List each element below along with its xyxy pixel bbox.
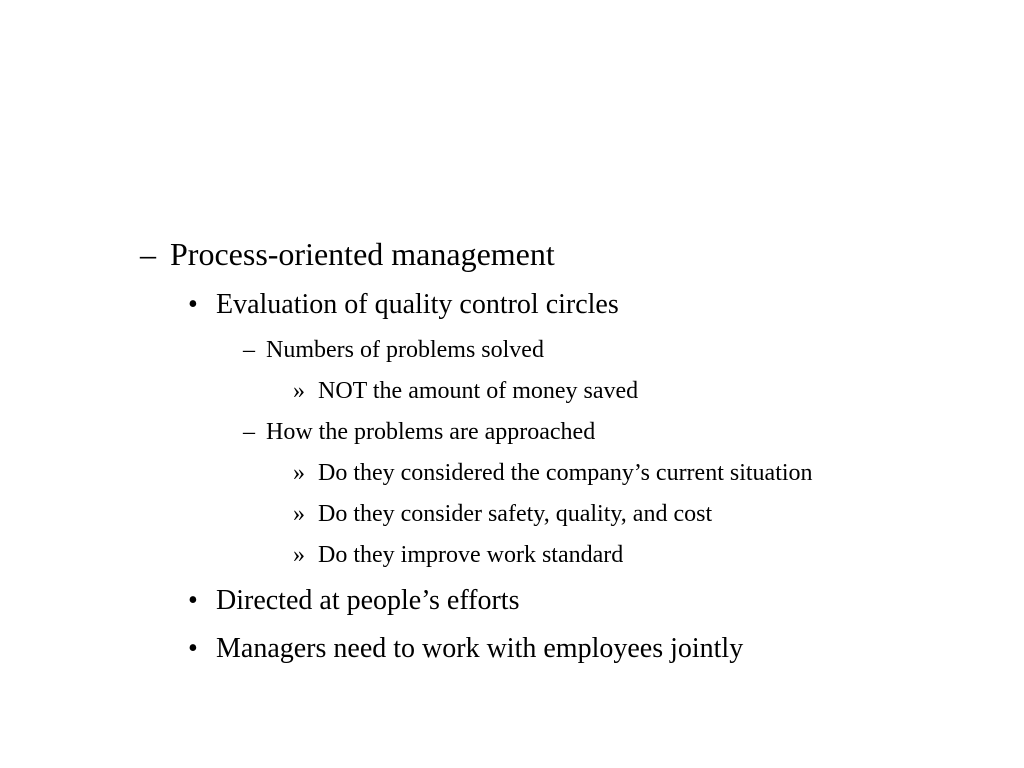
- dash-bullet-icon: –: [140, 236, 156, 272]
- double-chevron-bullet-icon: »: [293, 542, 305, 568]
- bullet-level4-text: Do they considered the company’s current situation: [318, 460, 813, 486]
- double-chevron-bullet-icon: »: [293, 460, 305, 486]
- double-chevron-bullet-icon: »: [293, 501, 305, 527]
- dot-bullet-icon: •: [188, 289, 198, 320]
- bullet-level2-text: Managers need to work with employees jointly: [216, 633, 744, 664]
- bullet-level4-text: NOT the amount of money saved: [318, 378, 639, 404]
- dot-bullet-icon: •: [188, 585, 198, 616]
- bullet-level1-text: Process-oriented management: [170, 236, 555, 272]
- double-chevron-bullet-icon: »: [293, 378, 305, 404]
- bullet-level2-text: Evaluation of quality control circles: [216, 289, 619, 320]
- dash-bullet-icon: –: [243, 419, 255, 445]
- dot-bullet-icon: •: [188, 633, 198, 664]
- bullet-level3-text: How the problems are approached: [266, 419, 596, 445]
- bullet-level2-text: Directed at people’s efforts: [216, 585, 520, 616]
- dash-bullet-icon: –: [243, 337, 255, 363]
- bullet-level3-text: Numbers of problems solved: [266, 337, 544, 363]
- bullet-level4-text: Do they consider safety, quality, and cost: [318, 501, 713, 527]
- bullet-level4-text: Do they improve work standard: [318, 542, 624, 568]
